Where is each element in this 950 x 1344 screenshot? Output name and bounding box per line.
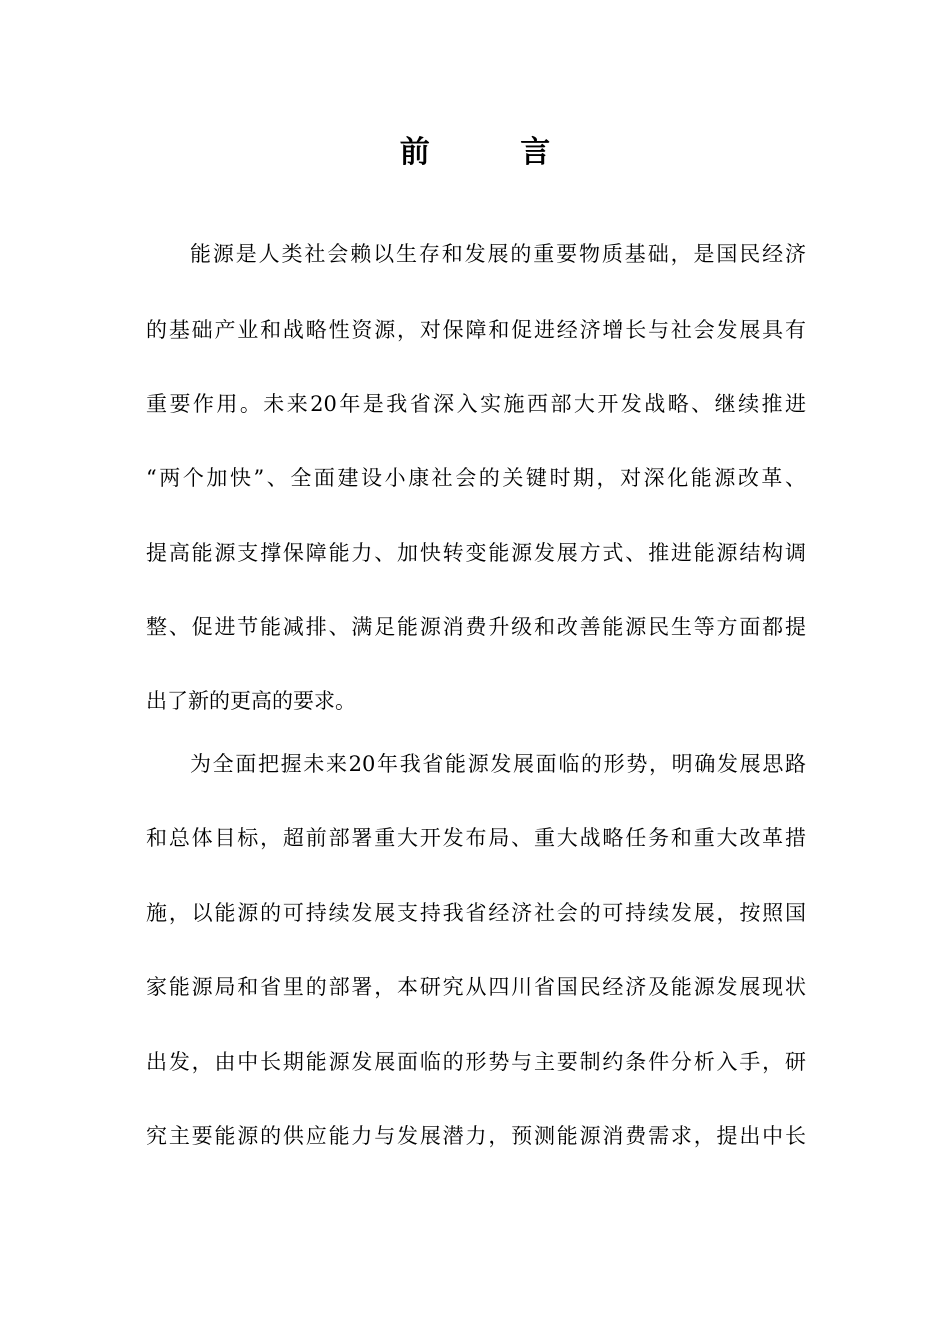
paragraph-2-line-2: 和总体目标，超前部署重大开发布局、重大战略任务和重大改革措	[146, 826, 806, 850]
paragraph-1-line-3: 重要作用。未来20年是我省深入实施西部大开发战略、继续推进	[146, 392, 806, 416]
paragraph-2-line-3: 施，以能源的可持续发展支持我省经济社会的可持续发展，按照国	[146, 901, 806, 925]
paragraph-2-line-1: 为全面把握未来20年我省能源发展面临的形势，明确发展思路	[190, 752, 806, 776]
paragraph-2-line-4: 家能源局和省里的部署，本研究从四川省国民经济及能源发展现状	[146, 975, 806, 999]
paragraph-1-line-2: 的基础产业和战略性资源，对保障和促进经济增长与社会发展具有	[146, 318, 806, 342]
paragraph-1-line-5: 提高能源支撑保障能力、加快转变能源发展方式、推进能源结构调	[146, 541, 806, 565]
paragraph-1-line-7: 出了新的更高的要求。	[146, 689, 356, 713]
page-title: 前 言	[399, 135, 591, 170]
paragraph-2-line-5: 出发，由中长期能源发展面临的形势与主要制约条件分析入手，研	[146, 1050, 806, 1074]
paragraph-1-line-4: “两个加快”、全面建设小康社会的关键时期，对深化能源改革、	[146, 466, 806, 490]
paragraph-1-line-1: 能源是人类社会赖以生存和发展的重要物质基础，是国民经济	[190, 242, 806, 266]
paragraph-2-line-6: 究主要能源的供应能力与发展潜力，预测能源消费需求，提出中长	[146, 1124, 806, 1148]
paragraph-1-line-6: 整、促进节能减排、满足能源消费升级和改善能源民生等方面都提	[146, 615, 806, 639]
